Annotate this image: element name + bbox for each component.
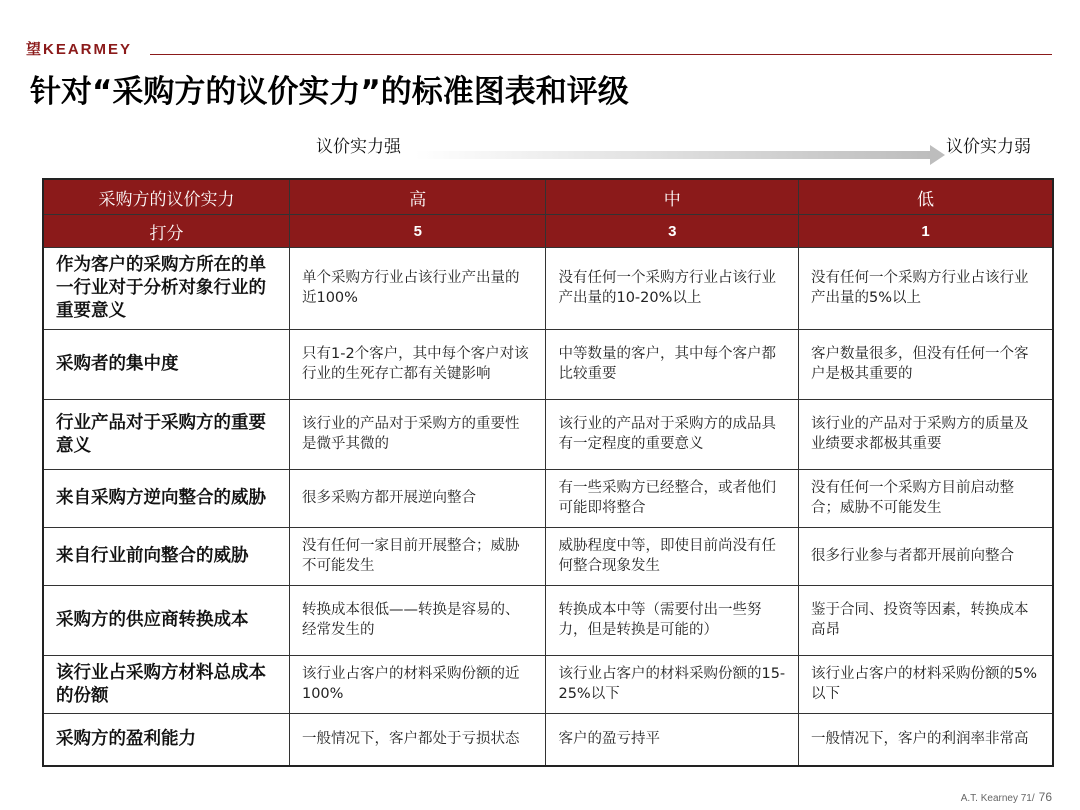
header-factor: 采购方的议价实力 bbox=[43, 179, 289, 215]
cell-low: 鉴于合同、投资等因素，转换成本高昂 bbox=[798, 586, 1053, 656]
page-footer bbox=[961, 790, 1052, 804]
table-row bbox=[43, 586, 1053, 656]
cell-low: 很多行业参与者都开展前向整合 bbox=[798, 528, 1053, 586]
cell-medium: 威胁程度中等，即使目前尚没有任何整合现象发生 bbox=[546, 528, 799, 586]
cell-medium: 转换成本中等（需要付出一些努力，但是转换是可能的） bbox=[546, 586, 799, 656]
scale-arrow-icon bbox=[415, 142, 945, 168]
cell-medium: 没有任何一个采购方行业占该行业产出量的10-20%以上 bbox=[546, 248, 799, 330]
page-number: 76 bbox=[1038, 790, 1052, 804]
cell-high: 没有任何一家目前开展整合；威胁不可能发生 bbox=[289, 528, 546, 586]
footer-source: A.T. Kearney 71/ bbox=[960, 793, 1035, 804]
score-medium: 3 bbox=[546, 215, 799, 248]
row-factor: 该行业占采购方材料总成本的份额 bbox=[43, 656, 289, 714]
cell-medium: 有一些采购方已经整合，或者他们可能即将整合 bbox=[546, 470, 799, 528]
cell-high: 只有1-2个客户，其中每个客户对该行业的生死存亡都有关键影响 bbox=[289, 330, 546, 400]
table-row bbox=[43, 248, 1053, 330]
table-row bbox=[43, 714, 1053, 766]
header-medium: 中 bbox=[546, 179, 799, 215]
row-factor: 采购方的供应商转换成本 bbox=[43, 586, 289, 656]
cell-low: 该行业的产品对于采购方的质量及业绩要求都极其重要 bbox=[798, 400, 1053, 470]
row-factor: 采购方的盈利能力 bbox=[43, 714, 289, 766]
table-row bbox=[43, 330, 1053, 400]
cell-low: 没有任何一个采购方行业占该行业产出量的5%以上 bbox=[798, 248, 1053, 330]
row-factor: 行业产品对于采购方的重要意义 bbox=[43, 400, 289, 470]
cell-high: 很多采购方都开展逆向整合 bbox=[289, 470, 546, 528]
cell-medium: 该行业占客户的材料采购份额的15-25%以下 bbox=[546, 656, 799, 714]
cell-high: 一般情况下，客户都处于亏损状态 bbox=[289, 714, 546, 766]
cell-low: 客户数量很多，但没有任何一个客户是极其重要的 bbox=[798, 330, 1053, 400]
bargaining-power-table bbox=[42, 178, 1054, 767]
score-low: 1 bbox=[798, 215, 1053, 248]
score-row bbox=[43, 215, 1053, 248]
cell-high: 该行业占客户的材料采购份额的近100% bbox=[289, 656, 546, 714]
header-rule bbox=[150, 54, 1052, 55]
header-row bbox=[43, 179, 1053, 215]
scale-strong-label: 议价实力强 bbox=[316, 137, 401, 157]
row-factor: 来自行业前向整合的威胁 bbox=[43, 528, 289, 586]
row-factor: 作为客户的采购方所在的单一行业对于分析对象行业的重要意义 bbox=[43, 248, 289, 330]
table-row bbox=[43, 528, 1053, 586]
header-low: 低 bbox=[798, 179, 1053, 215]
score-label: 打分 bbox=[43, 215, 289, 248]
row-factor: 采购者的集中度 bbox=[43, 330, 289, 400]
row-factor: 来自采购方逆向整合的威胁 bbox=[43, 470, 289, 528]
cell-low: 该行业占客户的材料采购份额的5%以下 bbox=[798, 656, 1053, 714]
cell-high: 转换成本很低——转换是容易的、经常发生的 bbox=[289, 586, 546, 656]
table-row bbox=[43, 656, 1053, 714]
table-row bbox=[43, 470, 1053, 528]
cell-high: 该行业的产品对于采购方的重要性是微乎其微的 bbox=[289, 400, 546, 470]
cell-low: 没有任何一个采购方目前启动整合；威胁不可能发生 bbox=[798, 470, 1053, 528]
page-title: 针对“采购方的议价实力”的标准图表和评级 bbox=[30, 74, 629, 110]
cell-medium: 客户的盈亏持平 bbox=[546, 714, 799, 766]
cell-medium: 该行业的产品对于采购方的成品具有一定程度的重要意义 bbox=[546, 400, 799, 470]
table-row bbox=[43, 400, 1053, 470]
header-high: 高 bbox=[289, 179, 546, 215]
kearney-logo: 望KEARMEY bbox=[26, 41, 133, 58]
score-high: 5 bbox=[289, 215, 546, 248]
cell-low: 一般情况下，客户的利润率非常高 bbox=[798, 714, 1053, 766]
cell-high: 单个采购方行业占该行业产出量的近100% bbox=[289, 248, 546, 330]
cell-medium: 中等数量的客户，其中每个客户都比较重要 bbox=[546, 330, 799, 400]
scale-weak-label: 议价实力弱 bbox=[946, 137, 1031, 157]
